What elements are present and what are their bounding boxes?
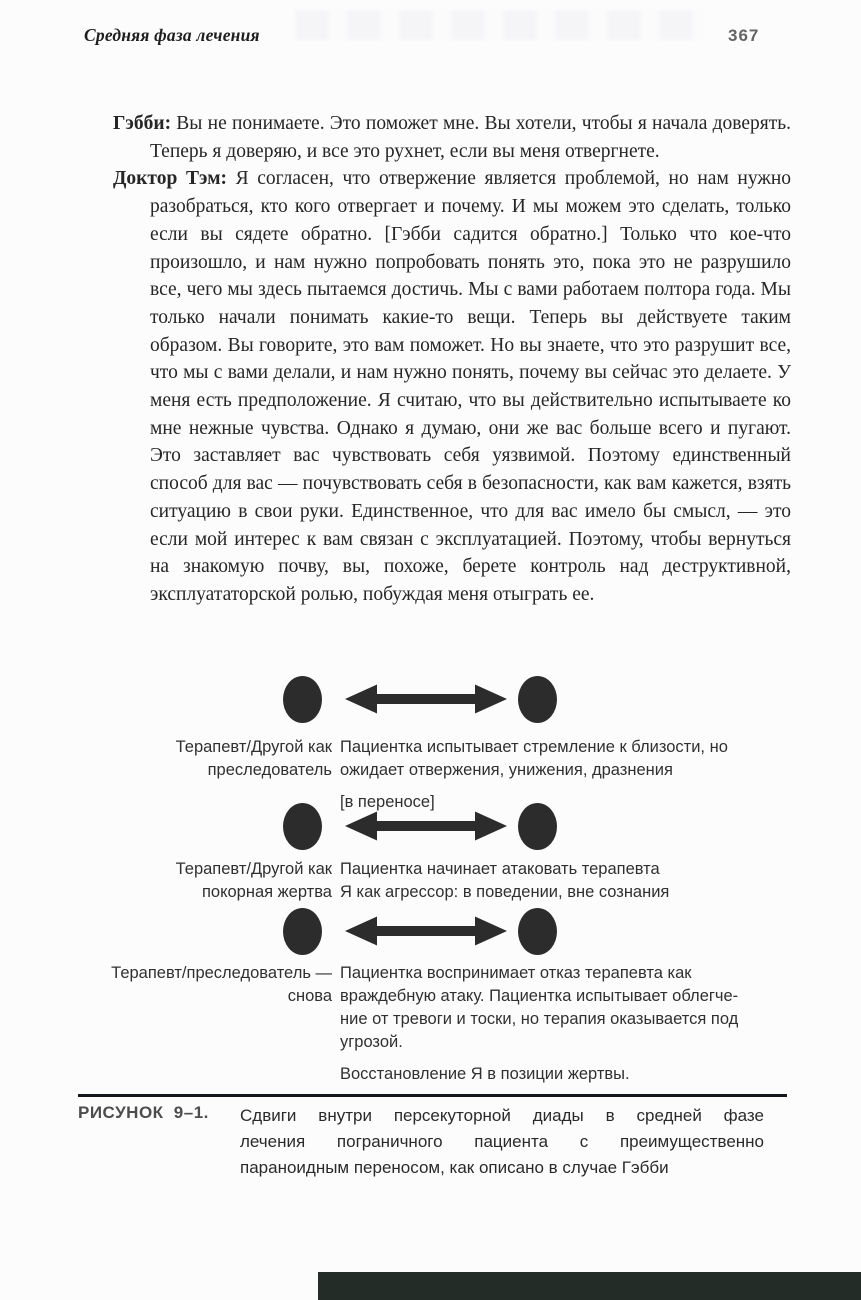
dyad-circle-right-row1 [518, 676, 557, 723]
dyad-circle-right-row3 [518, 908, 557, 955]
figure-text-line: [в переносе] [340, 793, 435, 811]
dialogue-paragraph-doctor-tam [113, 165, 791, 608]
figure-text-line: Восстановление Я в позиции жертвы. [340, 1065, 630, 1083]
double-arrow-glyph [343, 682, 509, 716]
figure-text-line: Пациентка начинает атаковать терапевта [340, 860, 660, 878]
dialogue-paragraph-gabby [113, 110, 792, 165]
dyad-circle-left-row2 [283, 803, 322, 850]
figure-text-paragraph [340, 1063, 780, 1086]
speaker-name: Гэбби: [113, 113, 172, 134]
figure-label-line: Терапевт/преследователь — [111, 964, 332, 982]
figure-right-text-row3 [340, 962, 780, 1086]
dialogue-line: Я согласен, что отвержение является проблемой, но нам нужно разобраться, кто кого отвергает и почему. И мы можем это сделать, только если вы сядете обратно. [Гэбби садится обратно.] Только что кое-что произошло, и нам нужно попробовать понять это, пока это не разрушило все, чего мы здесь пытаемся достичь. Мы с вами работаем полтора года. Мы только начали понимать какие-то вещи. Теперь вы действуете таким образом. Вы говорите, это вам поможет. Но вы знаете, что это разрушит все, что мы с вами делали, и нам нужно понять, почему вы сейчас это делаете. У меня есть предположение. Я считаю, что вы действительно испытываете ко мне нежные чувства. Однако я думаю, они же вас больше всего и пугают. Это заставляет вас чувствовать себя уязвимой. Поэтому единственный способ для вас — почувствовать себя в безопасности, как вам кажется, взять ситуацию в свои руки. Единственное, что для вас имело бы смысл, — это если мой интерес к вам связан с эксплуатацией. Поэтому, чтобы вернуться на знакомую почву, вы, похоже, берете контроль над деструктивной, эксплуататорской ролью, побуждая меня отыграть ее. [150, 168, 791, 605]
figure-text-line: Пациентка испытывает стремление к близости, но [340, 738, 728, 756]
figure-label-line: Терапевт/Другой как [175, 860, 332, 878]
scan-edge-artifact-bar [318, 1272, 861, 1300]
figure-text-paragraph [340, 962, 780, 1054]
double-arrow-glyph [343, 914, 509, 948]
dyad-circle-left-row3 [283, 908, 322, 955]
figure-text-paragraph [340, 736, 780, 782]
scan-bleedthrough-smudge [295, 10, 705, 40]
figure-text-line: Пациентка воспринимает отказ терапевта как [340, 964, 692, 982]
page-number: 367 [728, 26, 760, 45]
figure-left-label-row1 [32, 736, 332, 782]
caption-divider-rule [78, 1094, 787, 1097]
figure-right-text-row2 [340, 858, 780, 904]
dyad-circle-right-row2 [518, 803, 557, 850]
speaker-name: Доктор Тэм: [113, 168, 227, 190]
figure-caption-label: РИСУНОК 9–1. [78, 1103, 209, 1122]
double-arrow-icon-row1 [343, 682, 509, 716]
figure-label-line: преследователь [207, 761, 332, 779]
double-arrow-icon-row3 [343, 914, 509, 948]
figure-label-line: снова [287, 987, 332, 1005]
dyad-circle-left-row1 [283, 676, 322, 723]
dialogue-text-block [113, 110, 792, 609]
figure-text-line: ние от тревоги и тоски, но терапия оказывается под [340, 1010, 739, 1028]
figure-text-line: угрозой. [340, 1033, 403, 1051]
caption-line: лечения пограничного пациента с преимущественно [240, 1132, 764, 1151]
double-arrow-glyph [343, 809, 509, 843]
figure-text-line: ожидает отвержения, унижения, дразнения [340, 761, 673, 779]
figure-right-text-row1 [340, 736, 780, 814]
figure-left-label-row2 [32, 858, 332, 904]
caption-line: Сдвиги внутри персекуторной диады в средней фазе [240, 1106, 764, 1125]
figure-caption-text [240, 1103, 764, 1181]
double-arrow-icon-row2 [343, 809, 509, 843]
figure-text-line: враждебную атаку. Пациентка испытывает облегче- [340, 987, 739, 1005]
dialogue-line: Вы не понимаете. Это поможет мне. Вы хотели, чтобы я начала доверять. Теперь я доверяю, и все это рухнет, если вы меня отвергнете. [150, 113, 792, 162]
figure-label-line: покорная жертва [201, 883, 332, 901]
figure-label-line: Терапевт/Другой как [175, 738, 332, 756]
figure-left-label-row3 [32, 962, 332, 1008]
caption-line: параноидным переносом, как описано в случае Гэбби [240, 1158, 669, 1177]
figure-text-paragraph [340, 858, 780, 904]
figure-text-line: Я как агрессор: в поведении, вне сознания [340, 883, 670, 901]
running-title: Средняя фаза лечения [84, 25, 260, 45]
